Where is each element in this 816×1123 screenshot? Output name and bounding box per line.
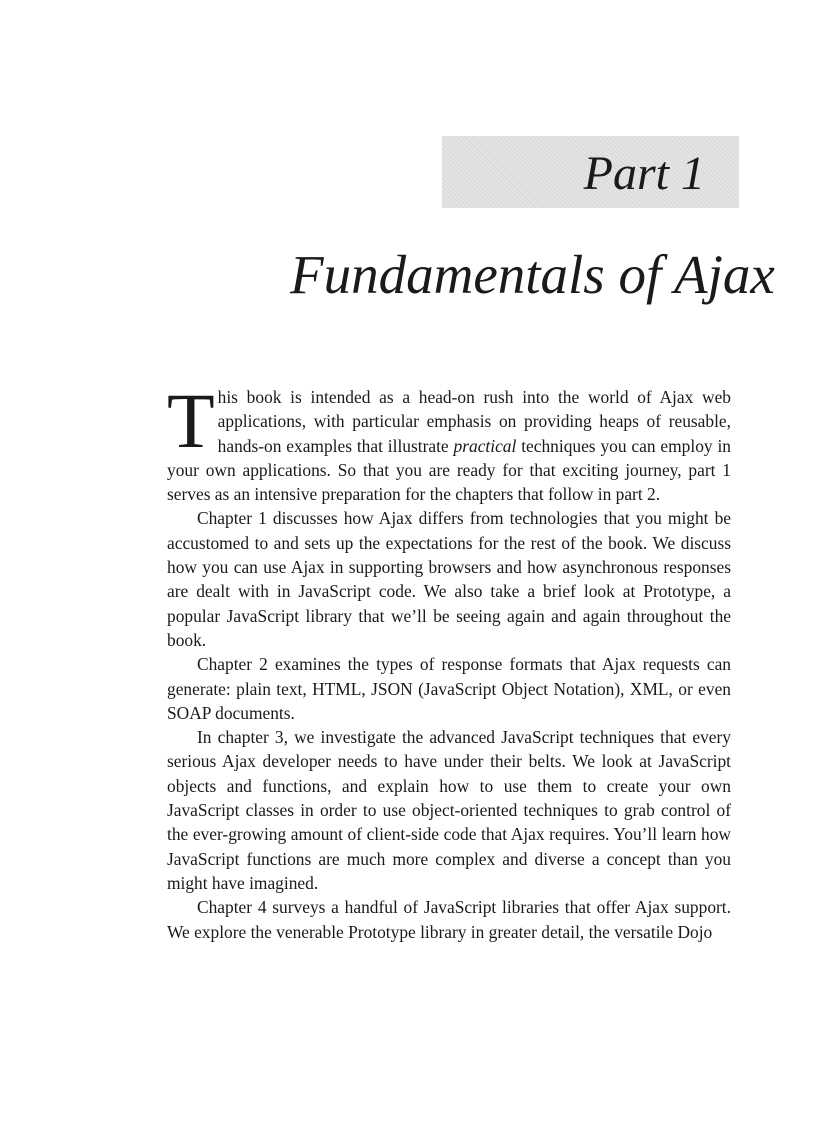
part-label: Part 1	[583, 147, 705, 200]
paragraph-chapter-4: Chapter 4 surveys a handful of JavaScript libraries that offer Ajax support. We explore the venerable Prototype library in greater detail, the versatile Dojo	[167, 897, 731, 942]
intro-text-before: his book is intended as a head-on rush into the world of Ajax web applications, with particular emphasis on providing heaps of reusable, hands-on examples that illustrate	[217, 387, 731, 456]
paragraph-chapter-3: In chapter 3, we investigate the advanced JavaScript techniques that every serious Ajax developer needs to have under their belts. We look at JavaScript objects and functions, and explain how to use them to create your own JavaScript classes in order to use object-oriented techniques to grab control of the ever-growing amount of client-side code that Ajax requires. You’ll learn how JavaScript functions are much more complex and diverse a concept than you might have imagined.	[167, 727, 731, 893]
intro-text-after: techniques you can employ in your own applications. So that you are ready for that exciting journey, part 1 serves as an intensive preparation for the chapters that follow in part 2.	[167, 435, 731, 505]
part-banner	[442, 136, 739, 208]
drop-cap: T	[167, 377, 215, 464]
emphasized-word: practical	[453, 435, 517, 456]
paragraph-chapter-2: Chapter 2 examines the types of response formats that Ajax requests can generate: plain text, HTML, JSON (JavaScript Object Notation), XML, or even SOAP documents.	[167, 654, 731, 723]
paragraph-chapter-1: Chapter 1 discusses how Ajax differs from technologies that you might be accustomed to and sets up the expectations for the rest of the book. We discuss how you can use Ajax in supporting browsers and how asynchronous responses are dealt with in JavaScript code. We also take a brief look at Prototype, a popular JavaScript library that we’ll be seeing again and again throughout the book.	[167, 508, 731, 650]
intro-paragraph	[167, 377, 731, 506]
part-title: Fundamentals of Ajax	[290, 244, 775, 305]
body-text	[167, 377, 731, 944]
